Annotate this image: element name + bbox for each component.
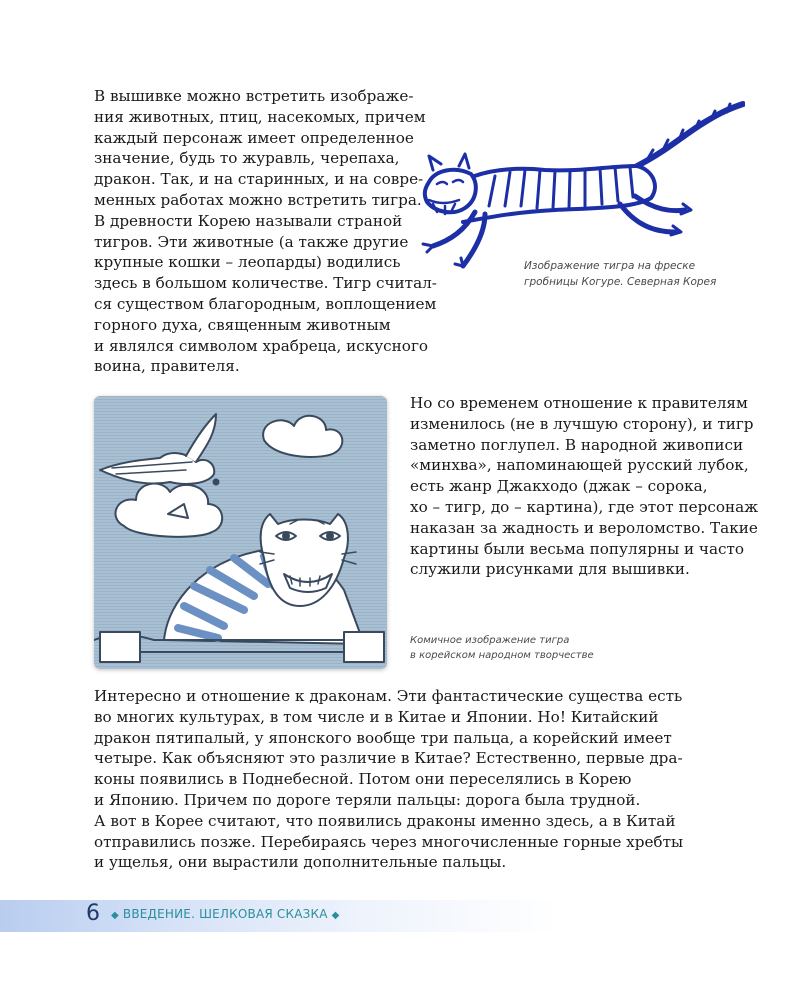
text-line: отправились позже. Перебираясь через многочисленные горные хребты bbox=[94, 832, 684, 851]
text-line: воина, правителя. bbox=[94, 357, 240, 376]
fresco-caption bbox=[524, 258, 716, 290]
text-line: четыре. Как объясняют это различие в Китае? Естественно, первые дра- bbox=[94, 749, 683, 768]
text-line: ния животных, птиц, насекомых, причем bbox=[94, 107, 426, 126]
page-number: 6 bbox=[86, 901, 100, 926]
text-line: наказан за жадность и вероломство. Такие bbox=[410, 518, 758, 537]
text-line: В вышивке можно встретить изображе- bbox=[94, 87, 414, 105]
text-line: служили рисунками для вышивки. bbox=[410, 560, 690, 579]
text-line: Интересно и отношение к драконам. Эти фантастические существа есть bbox=[94, 687, 683, 705]
text-line: дракон. Так, и на старинных, и на совре- bbox=[94, 170, 424, 189]
text-line: здесь в большом количестве. Тигр считал- bbox=[94, 274, 437, 293]
text-line: заметно поглупел. В народной живописи bbox=[410, 435, 744, 454]
text-line: и Японию. Причем по дороге теряли пальцы: дорога была трудной. bbox=[94, 790, 641, 809]
text-line: изменилось (не в лучшую сторону), и тигр bbox=[410, 414, 754, 433]
running-title-text: ВВЕДЕНИЕ. ШЕЛКОВАЯ СКАЗКА bbox=[122, 907, 328, 921]
folk-art-caption bbox=[410, 633, 594, 663]
text-line: тигров. Эти животные (а также другие bbox=[94, 232, 409, 251]
text-line: В древности Корею называли страной bbox=[94, 211, 403, 230]
text-line: А вот в Корее считают, что появились драконы именно здесь, а в Китай bbox=[94, 811, 676, 830]
caption-line: гробницы Когуре. Северная Корея bbox=[524, 276, 717, 288]
text-line: Но со временем отношение к правителям bbox=[410, 394, 748, 412]
text-line: есть жанр Джакходо (джак – сорока, bbox=[410, 477, 708, 496]
paragraph-minhwa bbox=[410, 393, 758, 580]
tiger-fresco-illustration bbox=[415, 100, 745, 270]
text-line: значение, будь то журавль, черепаха, bbox=[94, 149, 400, 168]
caption-line: в корейском народном творчестве bbox=[410, 650, 594, 661]
text-line: каждый персонаж имеет определенное bbox=[94, 128, 414, 147]
text-line: горного духа, священным животным bbox=[94, 315, 391, 334]
text-line: менных работах можно встретить тигра. bbox=[94, 190, 422, 209]
paragraph-dragons bbox=[94, 686, 683, 873]
paragraph-embroidery-tiger bbox=[94, 86, 437, 377]
folk-art-tiger-magpie-illustration bbox=[94, 396, 387, 669]
diamond-icon: ◆ bbox=[111, 910, 119, 921]
text-line: хо – тигр, до – картина), где этот персонаж bbox=[410, 497, 759, 516]
caption-line: Изображение тигра на фреске bbox=[524, 260, 696, 272]
text-line: картины были весьма популярны и часто bbox=[410, 539, 745, 558]
caption-line: Комичное изображение тигра bbox=[410, 635, 570, 646]
running-title bbox=[111, 906, 340, 924]
text-line: во многих культурах, в том числе и в Китае и Японии. Но! Китайский bbox=[94, 707, 659, 726]
text-line: крупные кошки – леопарды) водились bbox=[94, 253, 401, 272]
text-line: коны появились в Поднебесной. Потом они переселялись в Корею bbox=[94, 770, 632, 789]
text-line: ся существом благородным, воплощением bbox=[94, 294, 437, 313]
text-line: и ущелья, они вырастили дополнительные пальцы. bbox=[94, 853, 507, 872]
text-line: и являлся символом храбреца, искусного bbox=[94, 336, 429, 355]
diamond-icon: ◆ bbox=[331, 910, 340, 921]
text-line: «минхва», напоминающей русский лубок, bbox=[410, 456, 749, 475]
text-line: дракон пятипалый, у японского вообще три пальца, а корейский имеет bbox=[94, 728, 672, 747]
